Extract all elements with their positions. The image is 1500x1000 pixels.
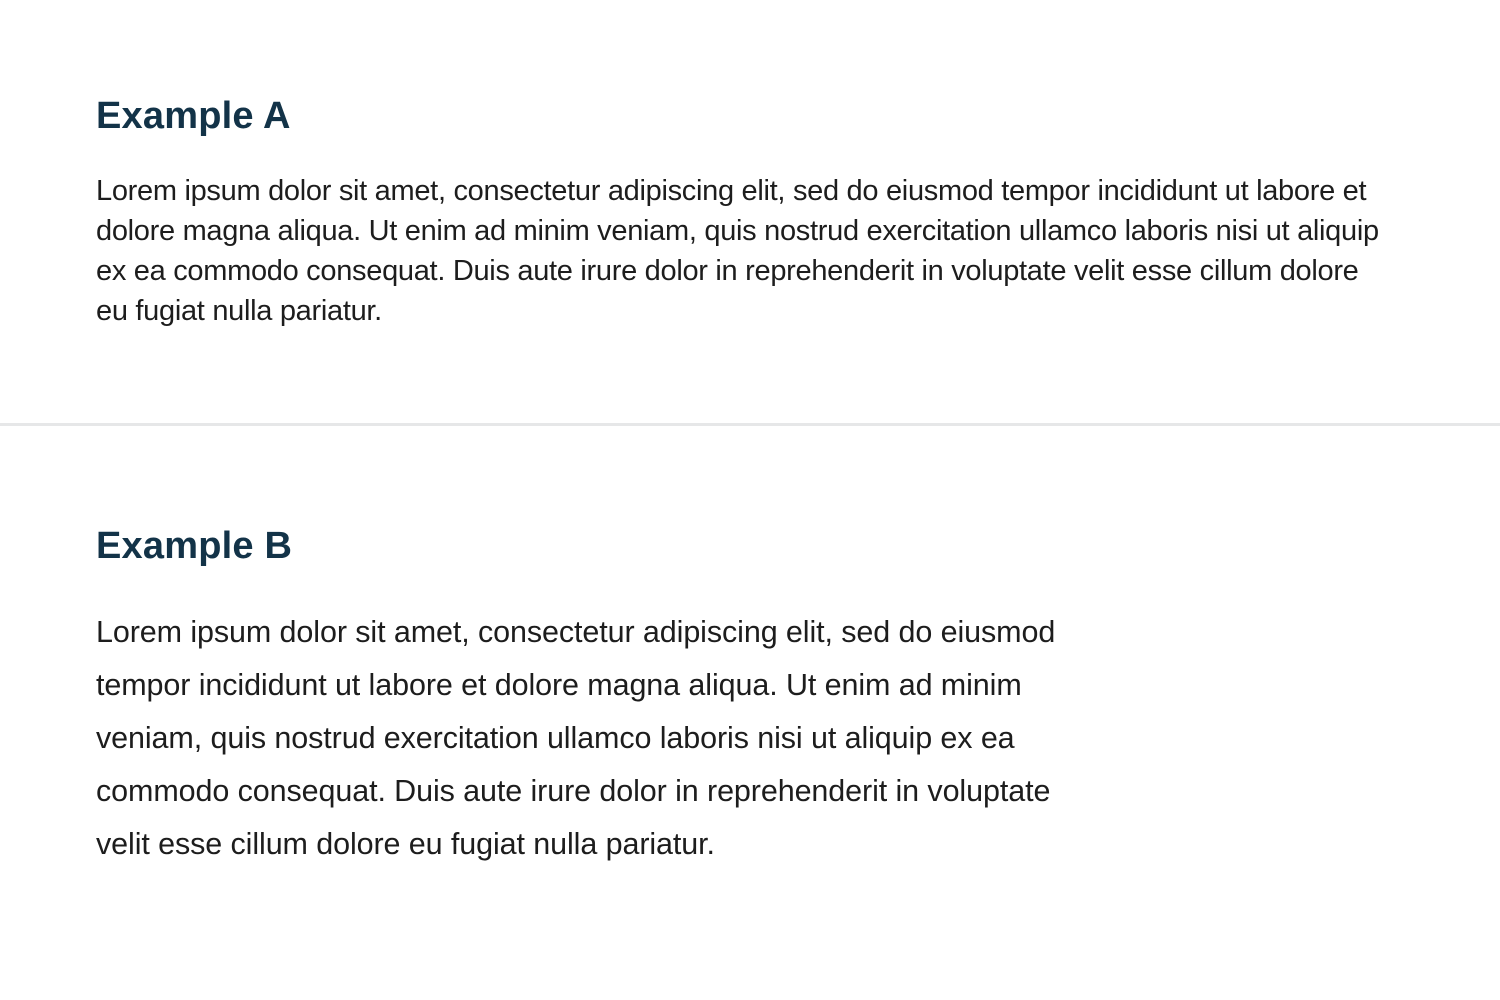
example-a-section (96, 92, 1396, 331)
example-b-heading: Example B (96, 525, 293, 567)
section-divider (0, 423, 1500, 426)
example-a-heading: Example A (96, 95, 291, 137)
example-b-section (96, 522, 1086, 871)
example-a-paragraph: Lorem ipsum dolor sit amet, consectetur adipiscing elit, sed do eiusmod tempor incididunt ut labore et dolore magna aliqua. Ut enim ad minim veniam, quis nostrud exercitation ullamco laboris nisi ut aliquip ex ea commodo consequat. Duis aute irure dolor in reprehenderit in voluptate velit esse cillum dolore eu fugiat nulla pariatur. (96, 175, 1379, 327)
example-b-paragraph: Lorem ipsum dolor sit amet, consectetur adipiscing elit, sed do eiusmod tempor incididunt ut labore et dolore magna aliqua. Ut enim ad minim veniam, quis nostrud exercitation ullamco laboris nisi ut aliquip ex ea commodo consequat. Duis aute irure dolor in reprehenderit in voluptate velit esse cillum dolore eu fugiat nulla pariatur. (96, 615, 1056, 861)
